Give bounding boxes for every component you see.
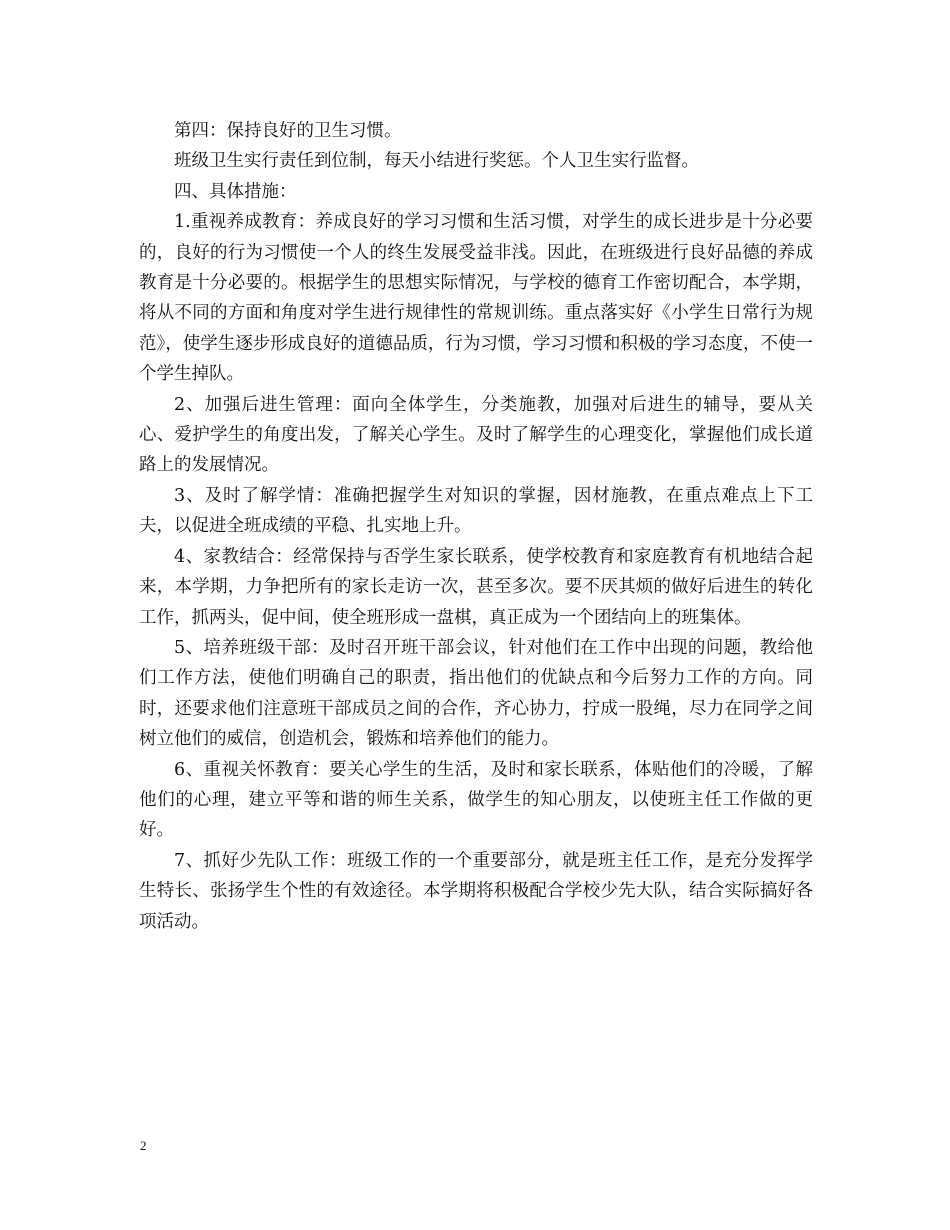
document-body xyxy=(139,116,813,937)
paragraph-measure-4: 4、家教结合：经常保持与否学生家长联系，使学校教育和家庭教育有机地结合起来，本学期，力争把所有的家长走访一次，甚至多次。要不厌其烦的做好后进生的转化工作，抓两头，促中间，使全班形成一盘棋，真正成为一个团结向上的班集体。 xyxy=(139,546,813,628)
paragraph-measure-2: 2、加强后进生管理：面向全体学生，分类施教，加强对后进生的辅导，要从关心、爱护学生的角度出发，了解关心学生。及时了解学生的心理变化，掌握他们成长道路上的发展情况。 xyxy=(139,394,813,476)
section-heading-measures: 四、具体措施： xyxy=(174,181,297,202)
page-number: 2 xyxy=(140,1138,147,1153)
paragraph-measure-5: 5、培养班级干部：及时召开班干部会议，针对他们在工作中出现的问题，教给他们工作方法，使他们明确自己的职责，指出他们的优缺点和今后努力工作的方向。同时，还要求他们注意班干部成员之间的合作，齐心协力，拧成一股绳，尽力在同学之间树立他们的威信，创造机会，锻炼和培养他们的能力。 xyxy=(139,637,813,750)
paragraph-hygiene-heading: 第四：保持良好的卫生习惯。 xyxy=(174,121,402,141)
paragraph-measure-3: 3、及时了解学情：准确把握学生对知识的掌握，因材施教，在重点难点上下工夫，以促进全班成绩的平稳、扎实地上升。 xyxy=(139,485,813,537)
paragraph-measure-1: 1.重视养成教育：养成良好的学习习惯和生活习惯，对学生的成长进步是十分必要的，良好的行为习惯使一个人的终生发展受益非浅。因此，在班级进行良好品德的养成教育是十分必要的。根据学生的思想实际情况，与学校的德育工作密切配合，本学期，将从不同的方面和角度对学生进行规律性的常规训练。重点落实好《小学生日常行为规范》，使学生逐步形成良好的道德品质，行为习惯，学习习惯和积极的学习态度，不使一个学生掉队。 xyxy=(139,212,813,385)
paragraph-measure-7: 7、抓好少先队工作：班级工作的一个重要部分，就是班主任工作，是充分发挥学生特长、张扬学生个性的有效途径。本学期将积极配合学校少先大队，结合实际搞好各项活动。 xyxy=(139,850,813,932)
paragraph-measure-6: 6、重视关怀教育：要关心学生的生活，及时和家长联系，体贴他们的冷暖，了解他们的心理，建立平等和谐的师生关系，做学生的知心朋友，以使班主任工作做的更好。 xyxy=(139,759,813,841)
paragraph-hygiene-rule: 班级卫生实行责任到位制，每天小结进行奖惩。个人卫生实行监督。 xyxy=(174,151,699,172)
